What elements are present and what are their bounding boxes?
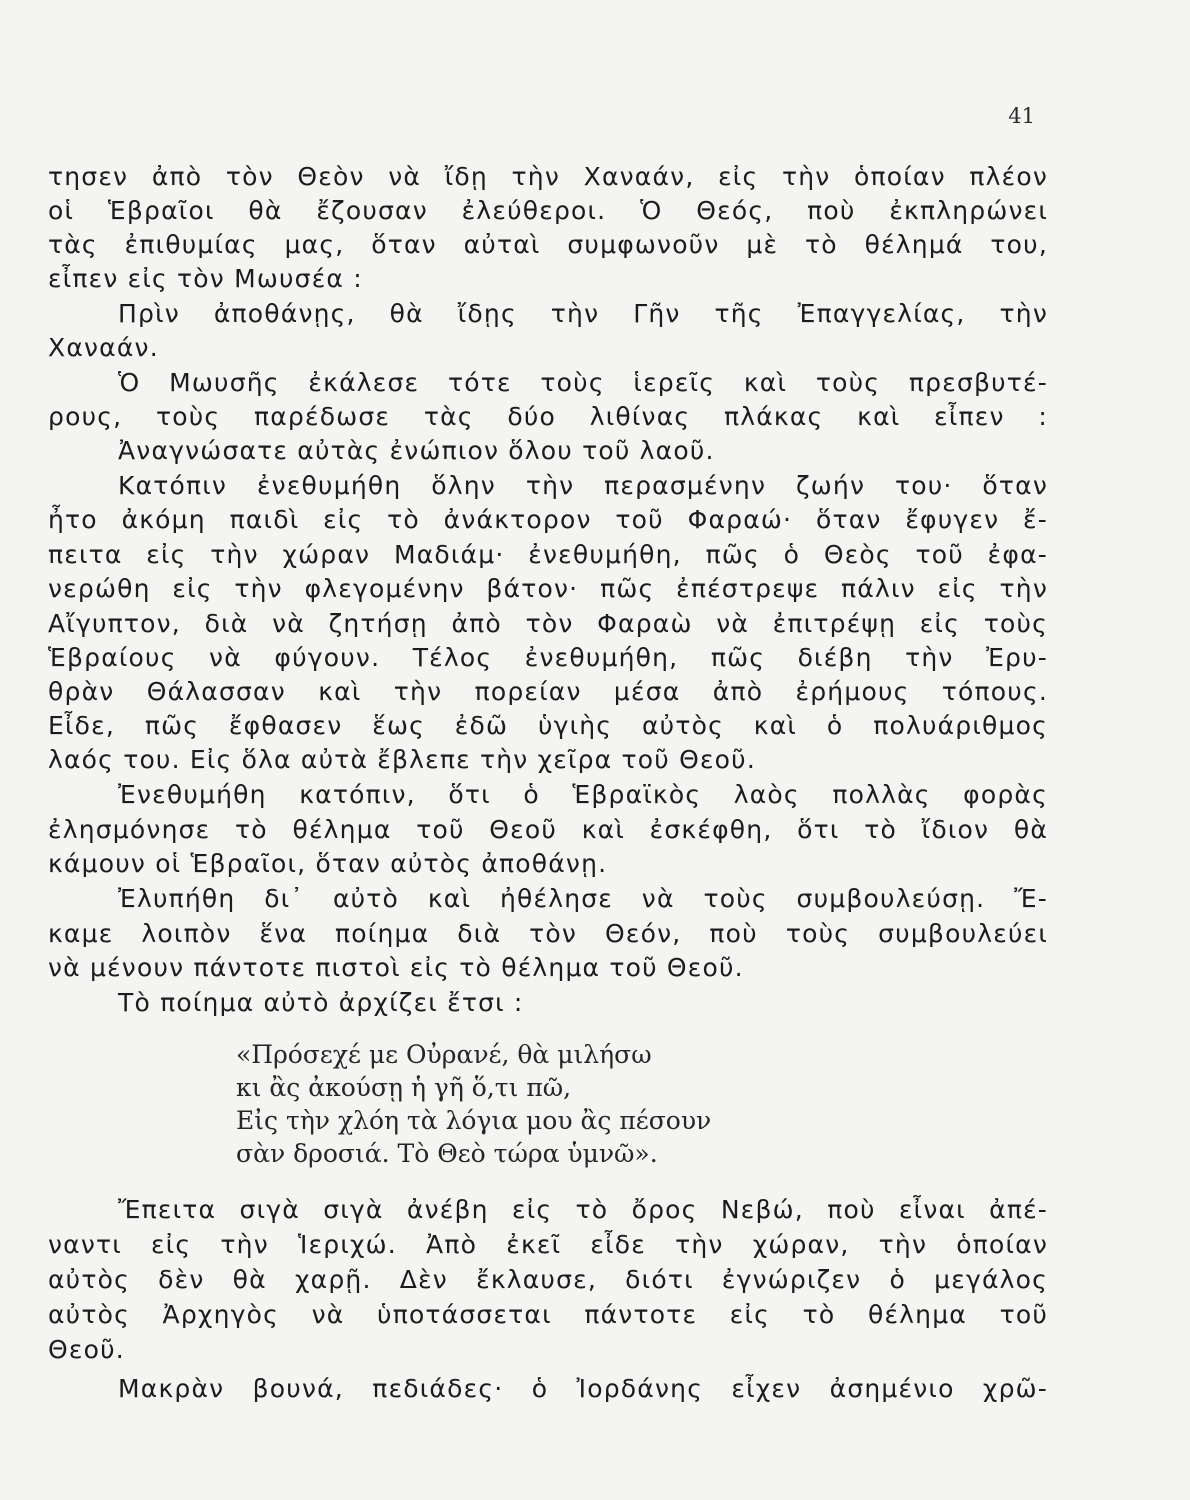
text-line: Χαναάν. bbox=[48, 333, 159, 362]
text-line: οἱ Ἑβραῖοι θὰ ἔζουσαν ἐλεύθεροι. Ὁ Θεός, ποὺ ἐκπληρώνει bbox=[48, 196, 1048, 225]
text-line: καμε λοιπὸν ἕνα ποίημα διὰ τὸν Θεόν, ποὺ τοὺς συμβουλεύει bbox=[48, 919, 1048, 948]
text-line: Ἔπειτα σιγὰ σιγὰ ἀνέβη εἰς τὸ ὄρος Νεβώ, ποὺ εἶναι ἀπέ- bbox=[118, 1195, 1048, 1224]
text-line: τησεν ἀπὸ τὸν Θεὸν νὰ ἴδῃ τὴν Χαναάν, εἰς τὴν ὁποίαν πλέον bbox=[48, 162, 1048, 191]
text-line: αὐτὸς δὲν θὰ χαρῇ. Δὲν ἔκλαυσε, διότι ἐγνώριζεν ὁ μεγάλος bbox=[48, 1265, 1048, 1294]
text-line: Ἐλυπήθη δι᾿ αὐτὸ καὶ ἠθέλησε νὰ τοὺς συμβουλεύσῃ. Ἔ- bbox=[118, 884, 1048, 913]
text-line: Ὁ Μωυσῆς ἐκάλεσε τότε τοὺς ἱερεῖς καὶ τοὺς πρεσβυτέ- bbox=[118, 368, 1048, 397]
text-line: Ἑβραίους νὰ φύγουν. Τέλος ἐνεθυμήθη, πῶς διέβη τὴν Ἐρυ- bbox=[48, 643, 1048, 672]
text-line: Τὸ ποίημα αὐτὸ ἀρχίζει ἔτσι : bbox=[118, 988, 524, 1017]
text-line: ἦτο ἀκόμη παιδὶ εἰς τὸ ἀνάκτορον τοῦ Φαραώ· ὅταν ἔφυγεν ἔ- bbox=[48, 505, 1048, 534]
text-line: κάμουν οἱ Ἑβραῖοι, ὅταν αὐτὸς ἀποθάνῃ. bbox=[48, 849, 608, 878]
text-line: νερώθη εἰς τὴν φλεγομένην βάτον· πῶς ἐπέστρεψε πάλιν εἰς τὴν bbox=[48, 574, 1048, 603]
text-line: Ἐνεθυμήθη κατόπιν, ὅτι ὁ Ἑβραϊκὸς λαὸς πολλὰς φορὰς bbox=[118, 780, 1048, 809]
text-line: θρὰν Θάλασσαν καὶ τὴν πορείαν μέσα ἀπὸ ἐρήμους τόπους. bbox=[48, 677, 1048, 706]
text-line: πειτα εἰς τὴν χώραν Μαδιάμ· ἐνεθυμήθη, πῶς ὁ Θεὸς τοῦ ἐφα- bbox=[48, 540, 1048, 569]
text-line: Εἶδε, πῶς ἔφθασεν ἕως ἐδῶ ὑγιὴς αὐτὸς καὶ ὁ πολυάριθμος bbox=[48, 711, 1048, 740]
text-line: τὰς ἐπιθυμίας μας, ὅταν αὐταὶ συμφωνοῦν μὲ τὸ θέλημά του, bbox=[48, 230, 1048, 259]
text-line: Θεοῦ. bbox=[48, 1335, 125, 1364]
text-line: αὐτὸς Ἀρχηγὸς νὰ ὑποτάσσεται πάντοτε εἰς τὸ θέλημα τοῦ bbox=[48, 1300, 1048, 1329]
text-line: εἶπεν εἰς τὸν Μωυσέα : bbox=[48, 264, 363, 293]
poem-line: σὰν δροσιά. Τὸ Θεὸ τώρα ὑμνῶ». bbox=[236, 1139, 658, 1168]
text-line: Πρὶν ἀποθάνῃς, θὰ ἴδῃς τὴν Γῆν τῆς Ἐπαγγελίας, τὴν bbox=[118, 299, 1048, 328]
poem-line: Εἰς τὴν χλόη τὰ λόγια μου ἂς πέσουν bbox=[236, 1106, 712, 1135]
text-line: νὰ μένουν πάντοτε πιστοὶ εἰς τὸ θέλημα τοῦ Θεοῦ. bbox=[48, 953, 744, 982]
text-line: Ἀναγνώσατε αὐτὰς ἐνώπιον ὅλου τοῦ λαοῦ. bbox=[118, 436, 715, 465]
text-line: Αἴγυπτον, διὰ νὰ ζητήσῃ ἀπὸ τὸν Φαραὼ νὰ ἐπιτρέψῃ εἰς τοὺς bbox=[48, 609, 1048, 638]
poem-line: «Πρόσεχέ με Οὐρανέ, θὰ μιλήσω bbox=[236, 1040, 652, 1069]
text-line: ρους, τοὺς παρέδωσε τὰς δύο λιθίνας πλάκας καὶ εἶπεν : bbox=[48, 402, 1048, 431]
poem-line: κι ἂς ἀκούσῃ ἡ γῆ ὅ,τι πῶ, bbox=[236, 1073, 572, 1102]
text-line: Μακρὰν βουνά, πεδιάδες· ὁ Ἰορδάνης εἶχεν ἀσημένιο χρῶ- bbox=[118, 1374, 1048, 1403]
text-line: λαός του. Εἰς ὅλα αὐτὰ ἔβλεπε τὴν χεῖρα τοῦ Θεοῦ. bbox=[48, 745, 756, 774]
page-number: 41 bbox=[1008, 104, 1035, 128]
text-line: ἐλησμόνησε τὸ θέλημα τοῦ Θεοῦ καὶ ἐσκέφθη, ὅτι τὸ ἴδιον θὰ bbox=[48, 815, 1048, 844]
text-line: ναντι εἰς τὴν Ἱεριχώ. Ἀπὸ ἐκεῖ εἶδε τὴν χώραν, τὴν ὁποίαν bbox=[48, 1230, 1048, 1259]
text-line: Κατόπιν ἐνεθυμήθη ὅλην τὴν περασμένην ζωήν του· ὅταν bbox=[118, 471, 1048, 500]
